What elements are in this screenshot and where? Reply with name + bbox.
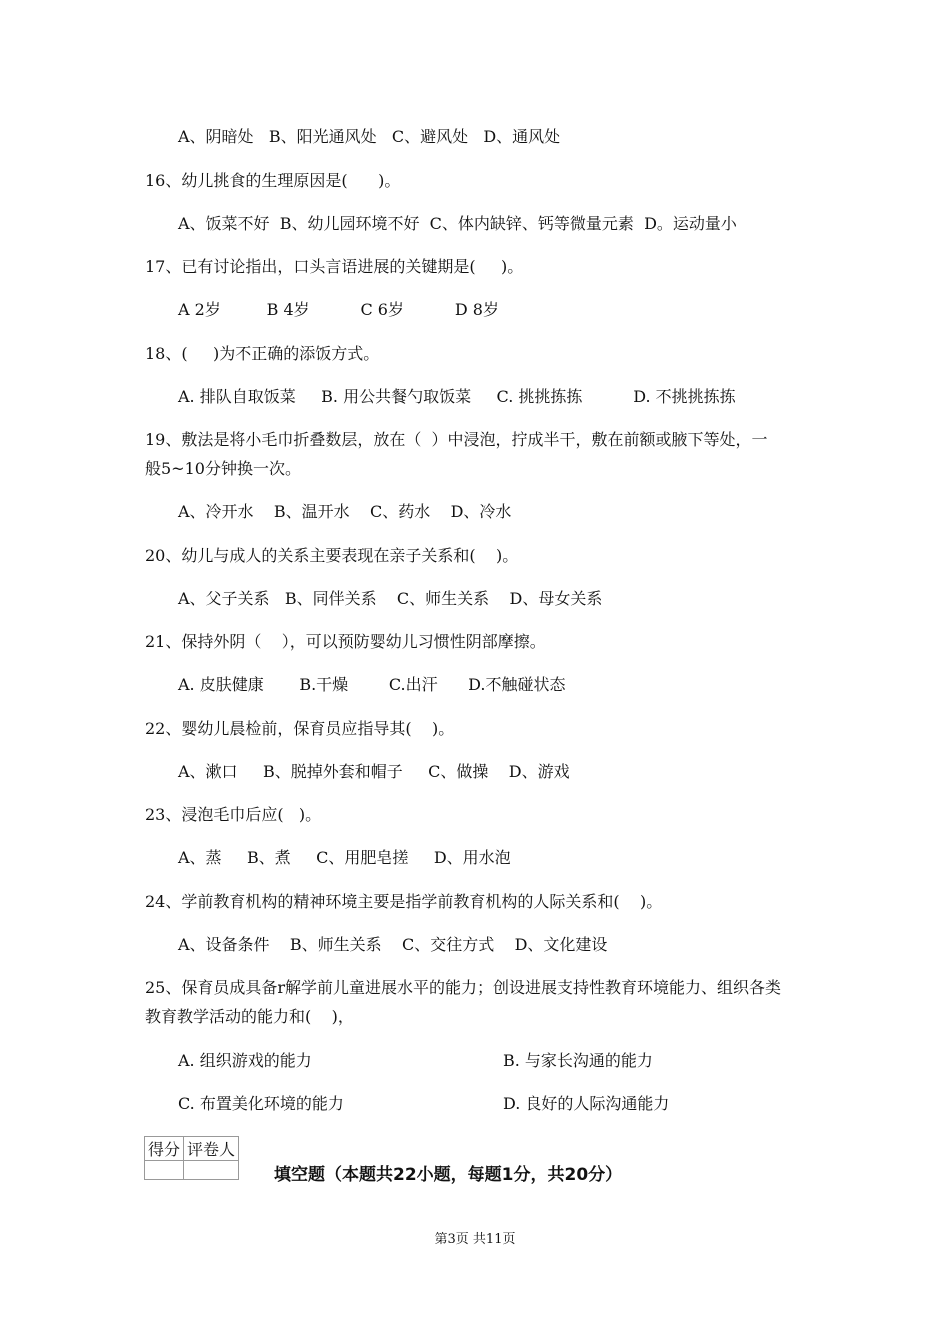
question-25-option-c: C. 布置美化环境的能力 [178,1094,344,1113]
section-title: 填空题（本题共22小题，每题1分，共20分） [274,1165,623,1185]
grader-cell [184,1161,239,1180]
question-17-options: A 2岁 B 4岁 C 6岁 D 8岁 [178,300,499,319]
question-25-option-a: A. 组织游戏的能力 [178,1051,312,1070]
score-header: 得分 [145,1137,184,1161]
question-24-stem: 24、学前教育机构的精神环境主要是指学前教育机构的人际关系和( )。 [145,892,663,911]
question-25-option-b: B. 与家长沟通的能力 [503,1051,653,1070]
question-17-stem: 17、已有讨论指出，口头言语进展的关键期是( )。 [145,257,524,276]
question-19-options: A、冷开水 B、温开水 C、药水 D、冷水 [178,502,512,521]
question-25-stem-line2: 教育教学活动的能力和( )， [145,1007,354,1026]
question-25-option-d: D. 良好的人际沟通能力 [503,1094,670,1113]
question-18-stem: 18、( )为不正确的添饭方式。 [145,344,380,363]
question-22-options: A、漱口 B、脱掉外套和帽子 C、做操 D、游戏 [178,762,570,781]
question-20-stem: 20、幼儿与成人的关系主要表现在亲子关系和( )。 [145,546,519,565]
score-table [144,1136,239,1180]
score-cell [145,1161,184,1180]
question-16-options: A、饭菜不好 B、幼儿园环境不好 C、体内缺锌、钙等微量元素 D。运动量小 [178,214,737,233]
question-25-stem-line1: 25、保育员成具备r解学前儿童进展水平的能力；创设进展支持性教育环境能力、组织各类 [145,978,782,997]
question-21-options: A. 皮肤健康 B.干燥 C.出汗 D.不触碰状态 [178,675,566,694]
question-16-stem: 16、幼儿挑食的生理原因是( )。 [145,171,401,190]
question-23-stem: 23、浸泡毛巾后应( )。 [145,805,322,824]
page-footer: 第3页 共11页 [434,1232,516,1247]
question-18-options: A. 排队自取饭菜 B. 用公共餐勺取饭菜 C. 挑挑拣拣 D. 不挑挑拣拣 [178,387,736,406]
question-19-stem-line1: 19、敷法是将小毛巾折叠数层，放在（ ）中浸泡，拧成半干，敷在前额或腋下等处，一 [145,430,768,449]
question-15-options: A、阴暗处 B、阳光通风处 C、避风处 D、通风处 [178,127,561,146]
grader-header: 评卷人 [184,1137,239,1161]
question-20-options: A、父子关系 B、同伴关系 C、师生关系 D、母女关系 [178,589,603,608]
question-19-stem-line2: 般5~10分钟换一次。 [145,459,301,478]
question-21-stem: 21、保持外阴（ ），可以预防婴幼儿习惯性阴部摩擦。 [145,632,546,651]
question-22-stem: 22、婴幼儿晨检前，保育员应指导其( )。 [145,719,455,738]
question-23-options: A、蒸 B、煮 C、用肥皂搓 D、用水泡 [178,848,511,867]
question-24-options: A、设备条件 B、师生关系 C、交往方式 D、文化建设 [178,935,608,954]
